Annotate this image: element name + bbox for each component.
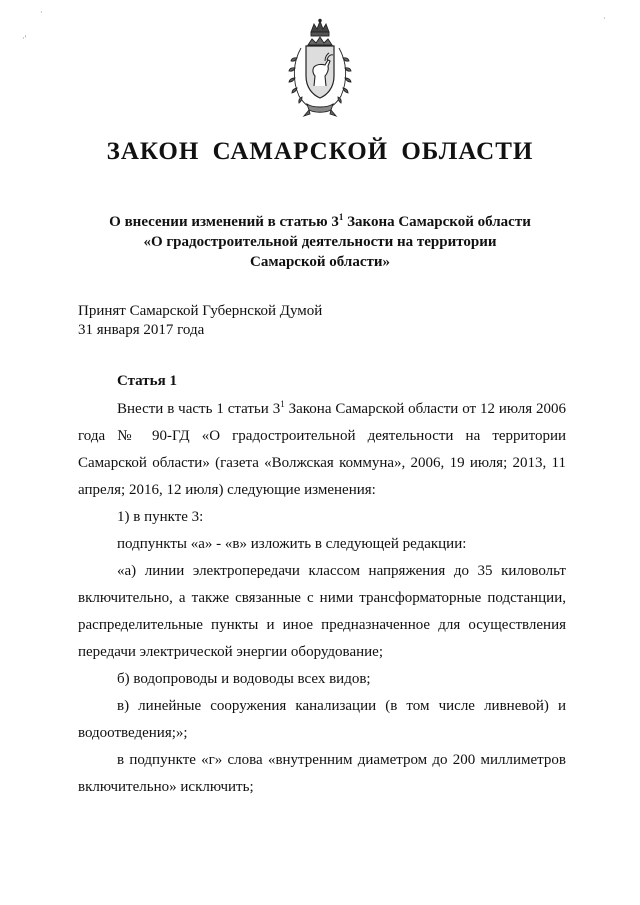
article-intro: [78, 396, 566, 504]
point-a: «а) линии электропередачи классом напряжения до 35 киловольт включительно, а также связанные с ними трансформаторные подстанции, распределительные пункты и иное предназначенное для осуществления передачи электрической энергии оборудование;: [78, 563, 566, 660]
subpoints-intro: подпункты «а» - «в» изложить в следующей редакции:: [117, 536, 467, 552]
point-b: б) водопроводы и водоводы всех видов;: [117, 671, 371, 687]
article-body: [78, 396, 566, 801]
adoption-note: [78, 302, 322, 340]
paragraph-text: Внести в часть 1 статьи 3: [117, 401, 281, 417]
scan-mark: ·: [40, 8, 43, 17]
scan-mark: ·: [603, 14, 606, 23]
subtitle-text: О внесении изменений в статью 3: [109, 214, 339, 230]
article-heading: Статья 1: [117, 373, 177, 389]
subtitle-text: Закона Самарской области: [343, 214, 531, 230]
scan-mark: ·': [22, 34, 27, 43]
subtitle-line-3: Самарской области»: [250, 254, 390, 270]
samara-oblast-coat-of-arms-icon: [287, 18, 353, 120]
law-subtitle: [60, 212, 580, 272]
subtitle-line-1: [60, 212, 580, 232]
superscript: 1: [338, 212, 344, 222]
superscript: 1: [280, 399, 285, 409]
item-1: 1) в пункте 3:: [117, 509, 204, 525]
adoption-body: Принят Самарской Губернской Думой: [78, 303, 323, 319]
paragraph-text: Закона Самарской области от 12 июля 2006 года № 90-ГД «О градостроительной деятельности на территории Самарской области» (газета «Волжская коммуна», 2006, 19 июля; 2013, 11 апреля; 2016, 12 июля) следующие изменения:: [78, 401, 566, 498]
subtitle-line-2: «О градостроительной деятельности на территории: [143, 234, 497, 250]
point-g: в подпункте «г» слова «внутренним диаметром до 200 миллиметров включительно» исключить;: [78, 752, 566, 795]
adoption-date: 31 января 2017 года: [78, 322, 205, 338]
point-v: в) линейные сооружения канализации (в том числе ливневой) и водоотведения;»;: [78, 698, 566, 741]
law-title: ЗАКОН САМАРСКОЙ ОБЛАСТИ: [106, 138, 534, 165]
